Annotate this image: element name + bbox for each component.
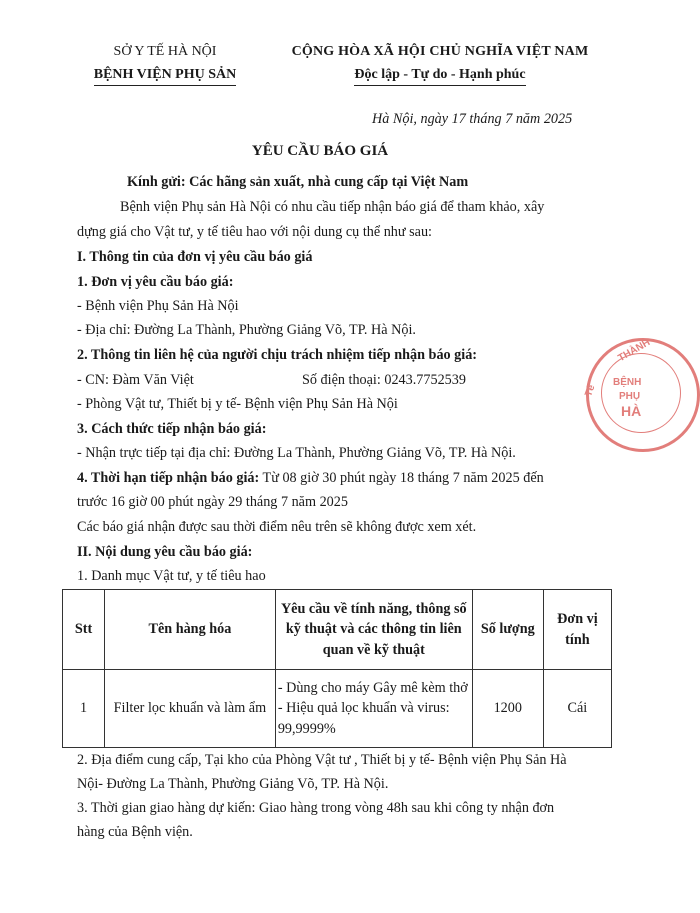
delivery-time-line-1: 3. Thời gian giao hàng dự kiến: Giao hàng trong vòng 48h sau khi công ty nhận đơn bbox=[77, 800, 555, 816]
contact-person: - CN: Đàm Văn Việt bbox=[77, 372, 194, 388]
subsection-1-3: 3. Cách thức tiếp nhận báo giá: bbox=[77, 421, 267, 437]
stamp-text-mid2: PHỤ bbox=[619, 391, 641, 402]
late-quote-note: Các báo giá nhận được sau thời điểm nêu trên sẽ không được xem xét. bbox=[77, 519, 477, 535]
stamp-text-top: THÀNH bbox=[616, 337, 653, 365]
hospital-name: BỆNH VIỆN PHỤ SẢN bbox=[94, 67, 237, 86]
cell-spec bbox=[275, 670, 472, 748]
delivery-location-line-1: 2. Địa điểm cung cấp, Tại kho của Phòng Vật tư , Thiết bị y tế- Bệnh viện Phụ Sản Hà bbox=[77, 752, 567, 768]
nation-name: CỘNG HÒA XÃ HỘI CHỦ NGHĨA VIỆT NAM bbox=[291, 44, 589, 59]
stamp-inner-ring bbox=[601, 353, 681, 433]
contact-department: - Phòng Vật tư, Thiết bị y tế- Bệnh viện Phụ Sản Hà Nội bbox=[77, 396, 398, 412]
table-row bbox=[63, 670, 612, 748]
contact-phone: Số điện thoại: 0243.7752539 bbox=[302, 372, 466, 388]
requester-name: - Bệnh viện Phụ Sản Hà Nội bbox=[77, 298, 239, 314]
issuer-block bbox=[60, 44, 270, 86]
spec-line-3: 99,9999% bbox=[277, 720, 336, 737]
national-motto: Độc lập - Tự do - Hạnh phúc bbox=[354, 67, 525, 86]
delivery-location-line-2: Nội- Đường La Thành, Phường Giảng Võ, TP. Hà Nội. bbox=[77, 776, 389, 792]
cell-unit: Cái bbox=[543, 670, 611, 748]
official-stamp bbox=[583, 337, 700, 452]
cell-qty: 1200 bbox=[472, 670, 543, 748]
stamp-text-left: Tế bbox=[583, 383, 598, 399]
document-title: YÊU CẦU BÁO GIÁ bbox=[251, 143, 389, 159]
table-header-row bbox=[63, 590, 612, 670]
spec-header-line-3: quan về kỹ thuật bbox=[322, 641, 425, 658]
subsection-2-1: 1. Danh mục Vật tư, y tế tiêu hao bbox=[77, 568, 266, 584]
col-header-stt: Stt bbox=[63, 590, 105, 670]
stamp-text-mid: BỆNH bbox=[613, 377, 642, 388]
deadline-line-1 bbox=[77, 470, 544, 487]
spec-line-1: - Dùng cho máy Gây mê kèm thở bbox=[277, 679, 468, 696]
national-heading bbox=[270, 44, 610, 86]
requester-address: - Địa chỉ: Đường La Thành, Phường Giảng Võ, TP. Hà Nội. bbox=[77, 322, 416, 338]
intro-line-2: dựng giá cho Vật tư, y tế tiêu hao với nội dung cụ thể như sau: bbox=[77, 224, 432, 240]
section-1-heading: I. Thông tin của đơn vị yêu cầu báo giá bbox=[77, 249, 313, 265]
delivery-time-line-2: hàng của Bệnh viện. bbox=[77, 824, 193, 840]
department-name: SỞ Y TẾ HÀ NỘI bbox=[113, 44, 217, 59]
items-table bbox=[62, 589, 612, 748]
spec-header-line-2: kỹ thuật và các thông tin liên bbox=[285, 621, 462, 638]
spec-line-2: - Hiệu quả lọc khuẩn và virus: bbox=[277, 700, 450, 717]
subsection-1-2: 2. Thông tin liên hệ của người chịu trách nhiệm tiếp nhận báo giá: bbox=[77, 347, 478, 363]
cell-name: Filter lọc khuẩn và làm ẩm bbox=[105, 670, 276, 748]
deadline-text: Từ 08 giờ 30 phút ngày 18 tháng 7 năm 2025 đến bbox=[259, 470, 544, 486]
subsection-1-1: 1. Đơn vị yêu cầu báo giá: bbox=[77, 274, 234, 290]
spec-header-line-1: Yêu cầu về tính năng, thông số bbox=[280, 600, 467, 617]
receipt-method: - Nhận trực tiếp tại địa chỉ: Đường La Thành, Phường Giảng Võ, TP. Hà Nội. bbox=[77, 445, 516, 461]
col-header-spec bbox=[275, 590, 472, 670]
deadline-label: 4. Thời hạn tiếp nhận báo giá: bbox=[77, 470, 260, 486]
col-header-unit bbox=[543, 590, 611, 670]
document-date: Hà Nội, ngày 17 tháng 7 năm 2025 bbox=[372, 111, 573, 127]
addressee-line: Kính gửi: Các hãng sản xuất, nhà cung cấp tại Việt Nam bbox=[127, 174, 469, 190]
unit-header-line-1: Đơn vị bbox=[557, 610, 598, 627]
cell-stt: 1 bbox=[63, 670, 105, 748]
deadline-line-2: trước 16 giờ 00 phút ngày 29 tháng 7 năm 2025 bbox=[77, 494, 348, 510]
unit-header-line-2: tính bbox=[565, 631, 590, 648]
intro-line-1: Bệnh viện Phụ sản Hà Nội có nhu cầu tiếp nhận báo giá để tham khảo, xây bbox=[120, 199, 545, 215]
col-header-name: Tên hàng hóa bbox=[105, 590, 276, 670]
stamp-text-bottom: HÀ bbox=[621, 403, 642, 419]
col-header-qty: Số lượng bbox=[472, 590, 543, 670]
section-2-heading: II. Nội dung yêu cầu báo giá: bbox=[77, 544, 253, 560]
